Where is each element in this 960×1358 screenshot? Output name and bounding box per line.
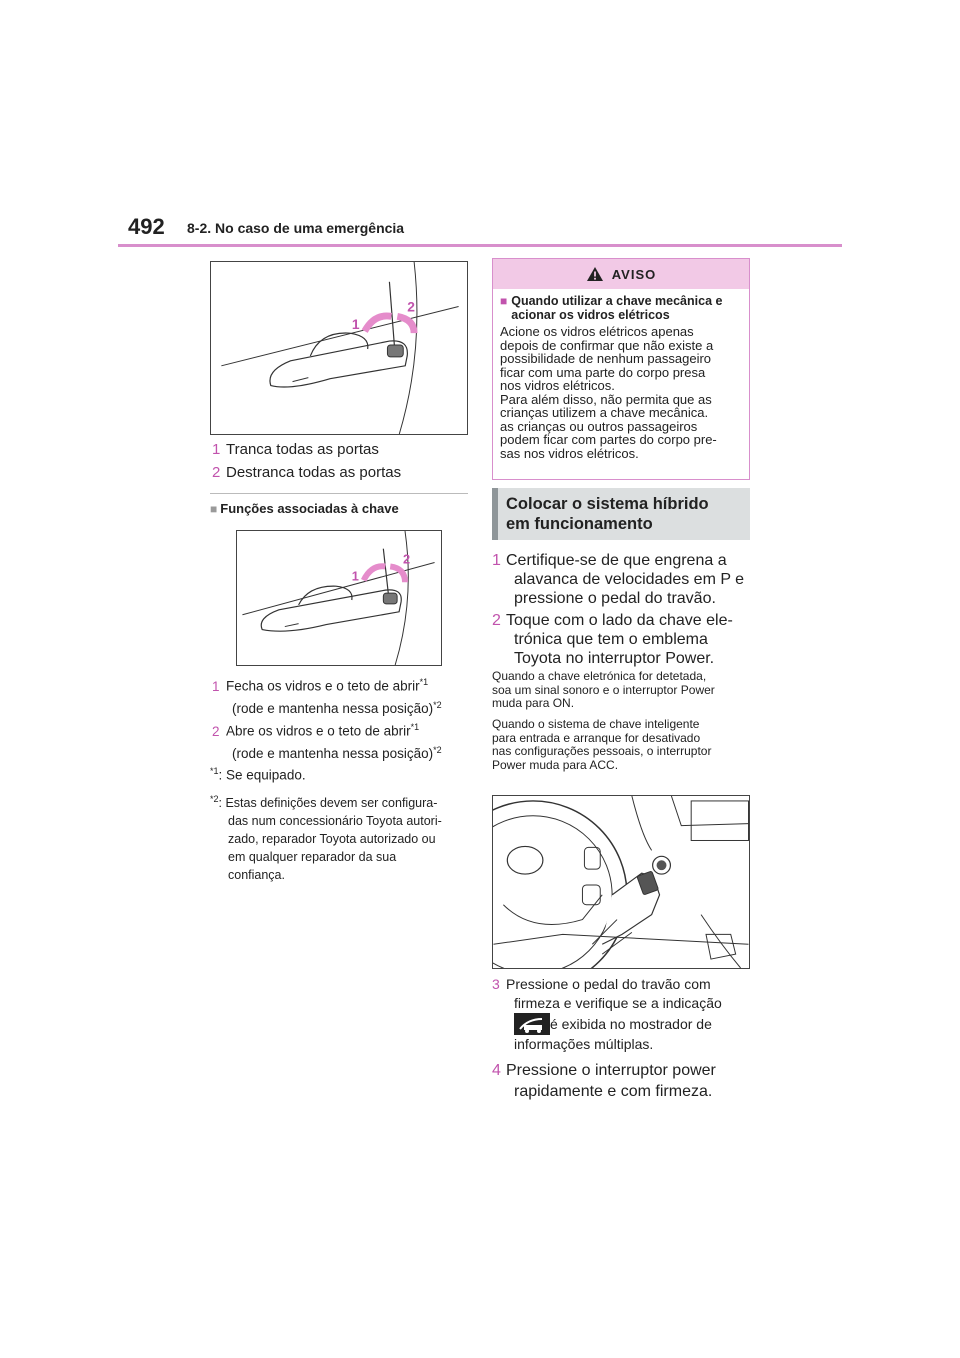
fig2-label-1: 1 xyxy=(351,568,359,584)
warning-box xyxy=(492,258,750,480)
section-heading-box xyxy=(492,488,750,540)
step-number: 1 xyxy=(212,678,220,694)
warning-subheading xyxy=(500,294,742,322)
square-bullet-icon: ■ xyxy=(500,294,508,308)
footnote-mark: *2 xyxy=(433,699,442,710)
note-line: Quando a chave eletrónica for detetada, xyxy=(492,669,707,683)
fig1-label-1: 1 xyxy=(351,316,360,333)
footnote-line: das num concessionário Toyota autori- xyxy=(228,814,442,829)
warning-line: podem ficar com partes do corpo pre- xyxy=(500,432,717,447)
step-line: Pressione o interruptor power xyxy=(506,1062,716,1079)
step-line-2: (rode e mantenha nessa posição) xyxy=(232,746,434,761)
fig2-step-2 xyxy=(212,718,442,763)
start-step-2 xyxy=(492,611,733,668)
steering-wheel-illustration xyxy=(492,795,750,969)
step-line-2: (rode e mantenha nessa posição) xyxy=(232,701,434,716)
footnote-text: : Se equipado. xyxy=(218,767,306,783)
fig2-step-1 xyxy=(212,673,442,718)
warning-line: crianças utilizem a chave mecânica. xyxy=(500,405,709,420)
warning-header xyxy=(493,259,749,289)
warning-subheading-line: acionar os vidros elétricos xyxy=(511,308,670,322)
warning-line: sas nos vidros elétricos. xyxy=(500,445,639,461)
warning-line: Para além disso, não permita que as xyxy=(500,391,712,407)
start-step-4 xyxy=(492,1061,716,1104)
step-line-1: Abre os vidros e o teto de abrir xyxy=(226,723,411,739)
footnote-1 xyxy=(210,762,306,785)
section-heading xyxy=(506,494,709,534)
warning-line: possibilidade de nenhum passageiro xyxy=(500,351,712,366)
section-heading-line: em funcionamento xyxy=(506,515,653,533)
note-line: nas configurações pessoais, o interruptor xyxy=(492,744,712,758)
step-line: alavanca de velocidades em P e xyxy=(514,571,745,588)
step-line: trónica que tem o emblema xyxy=(514,631,708,648)
warning-line: ficar com uma parte do corpo presa xyxy=(500,364,706,380)
step-number: 2 xyxy=(212,464,221,481)
step-number: 4 xyxy=(492,1062,501,1079)
section-title: 8-2. No caso de uma emergência xyxy=(187,220,405,236)
note-line: muda para ON. xyxy=(492,696,575,710)
warning-triangle-icon xyxy=(586,266,604,282)
header-rule xyxy=(118,244,842,247)
warning-subheading-line: Quando utilizar a chave mecânica e xyxy=(511,294,723,308)
key-functions-heading xyxy=(210,501,399,516)
square-bullet-icon: ■ xyxy=(210,502,218,516)
step-line: é exibida no mostrador de xyxy=(550,1015,712,1032)
page-number: 492 xyxy=(128,214,165,239)
step-text: Destranca todas as portas xyxy=(226,464,402,481)
warning-label: AVISO xyxy=(611,266,657,282)
fig1-step-1 xyxy=(212,440,379,460)
footnote-mark: *1 xyxy=(419,677,429,687)
footnote-mark: *1 xyxy=(210,766,219,776)
step-line: informações múltiplas. xyxy=(514,1036,654,1052)
step-number: 1 xyxy=(492,552,501,569)
footnote-line: em qualquer reparador da sua xyxy=(228,850,397,865)
fig1-step-2 xyxy=(212,463,401,483)
footnote-mark: *2 xyxy=(210,794,219,804)
step-line: rapidamente e com firmeza. xyxy=(514,1083,713,1100)
step-number: 1 xyxy=(212,441,221,458)
fig1-label-2: 2 xyxy=(407,298,415,315)
footnote-text: : Estas definições devem ser configura- xyxy=(218,796,438,811)
footnote-line: zado, reparador Toyota autorizado ou xyxy=(228,832,436,847)
step-line-1: Fecha os vidros e o teto de abrir xyxy=(226,678,420,694)
footnote-mark: *1 xyxy=(410,722,420,732)
section-heading-line: Colocar o sistema híbrido xyxy=(506,495,709,513)
note-2 xyxy=(492,718,750,772)
step-number: 3 xyxy=(492,976,500,992)
footnote-mark: *2 xyxy=(433,744,442,755)
divider xyxy=(210,493,468,494)
warning-text xyxy=(500,325,742,460)
step-line: Pressione o pedal do travão com xyxy=(506,976,711,992)
footnote-2 xyxy=(210,790,442,884)
warning-line: as crianças ou outros passageiros xyxy=(500,418,698,434)
note-line: para entrada e arranque for desativado xyxy=(492,730,701,745)
note-line: Power muda para ACC. xyxy=(492,757,619,772)
step-number: 2 xyxy=(212,723,220,739)
note-1 xyxy=(492,670,750,711)
footnote-line: confiança. xyxy=(228,868,285,883)
note-line: Quando o sistema de chave inteligente xyxy=(492,717,700,731)
step-text: Tranca todas as portas xyxy=(226,441,379,458)
start-step-3-last xyxy=(514,1035,653,1054)
step-line: Toque com o lado da chave ele- xyxy=(506,612,733,629)
step-line: Certifique-se de que engrena a xyxy=(506,552,727,569)
warning-line: Acione os vidros elétricos apenas xyxy=(500,324,694,339)
warning-line: depois de confirmar que não existe a xyxy=(500,337,714,353)
ready-indicator-icon xyxy=(514,1013,550,1035)
door-handle-illustration-1 xyxy=(210,261,468,435)
step-line: firmeza e verifique se a indicação xyxy=(514,995,722,1011)
step-line: pressione o pedal do travão. xyxy=(514,590,716,607)
warning-line: nos vidros elétricos. xyxy=(500,378,615,393)
key-functions-heading-text: Funções associadas à chave xyxy=(220,501,399,516)
start-step-3 xyxy=(492,975,722,1013)
start-step-1 xyxy=(492,551,744,608)
note-line: soa um sinal sonoro e o interruptor Power xyxy=(492,682,715,697)
start-step-3-indicator-line xyxy=(514,1013,712,1035)
fig2-label-2: 2 xyxy=(403,551,411,567)
door-handle-illustration-2 xyxy=(236,530,442,666)
step-number: 2 xyxy=(492,612,501,629)
step-line: Toyota no interruptor Power. xyxy=(514,650,715,667)
